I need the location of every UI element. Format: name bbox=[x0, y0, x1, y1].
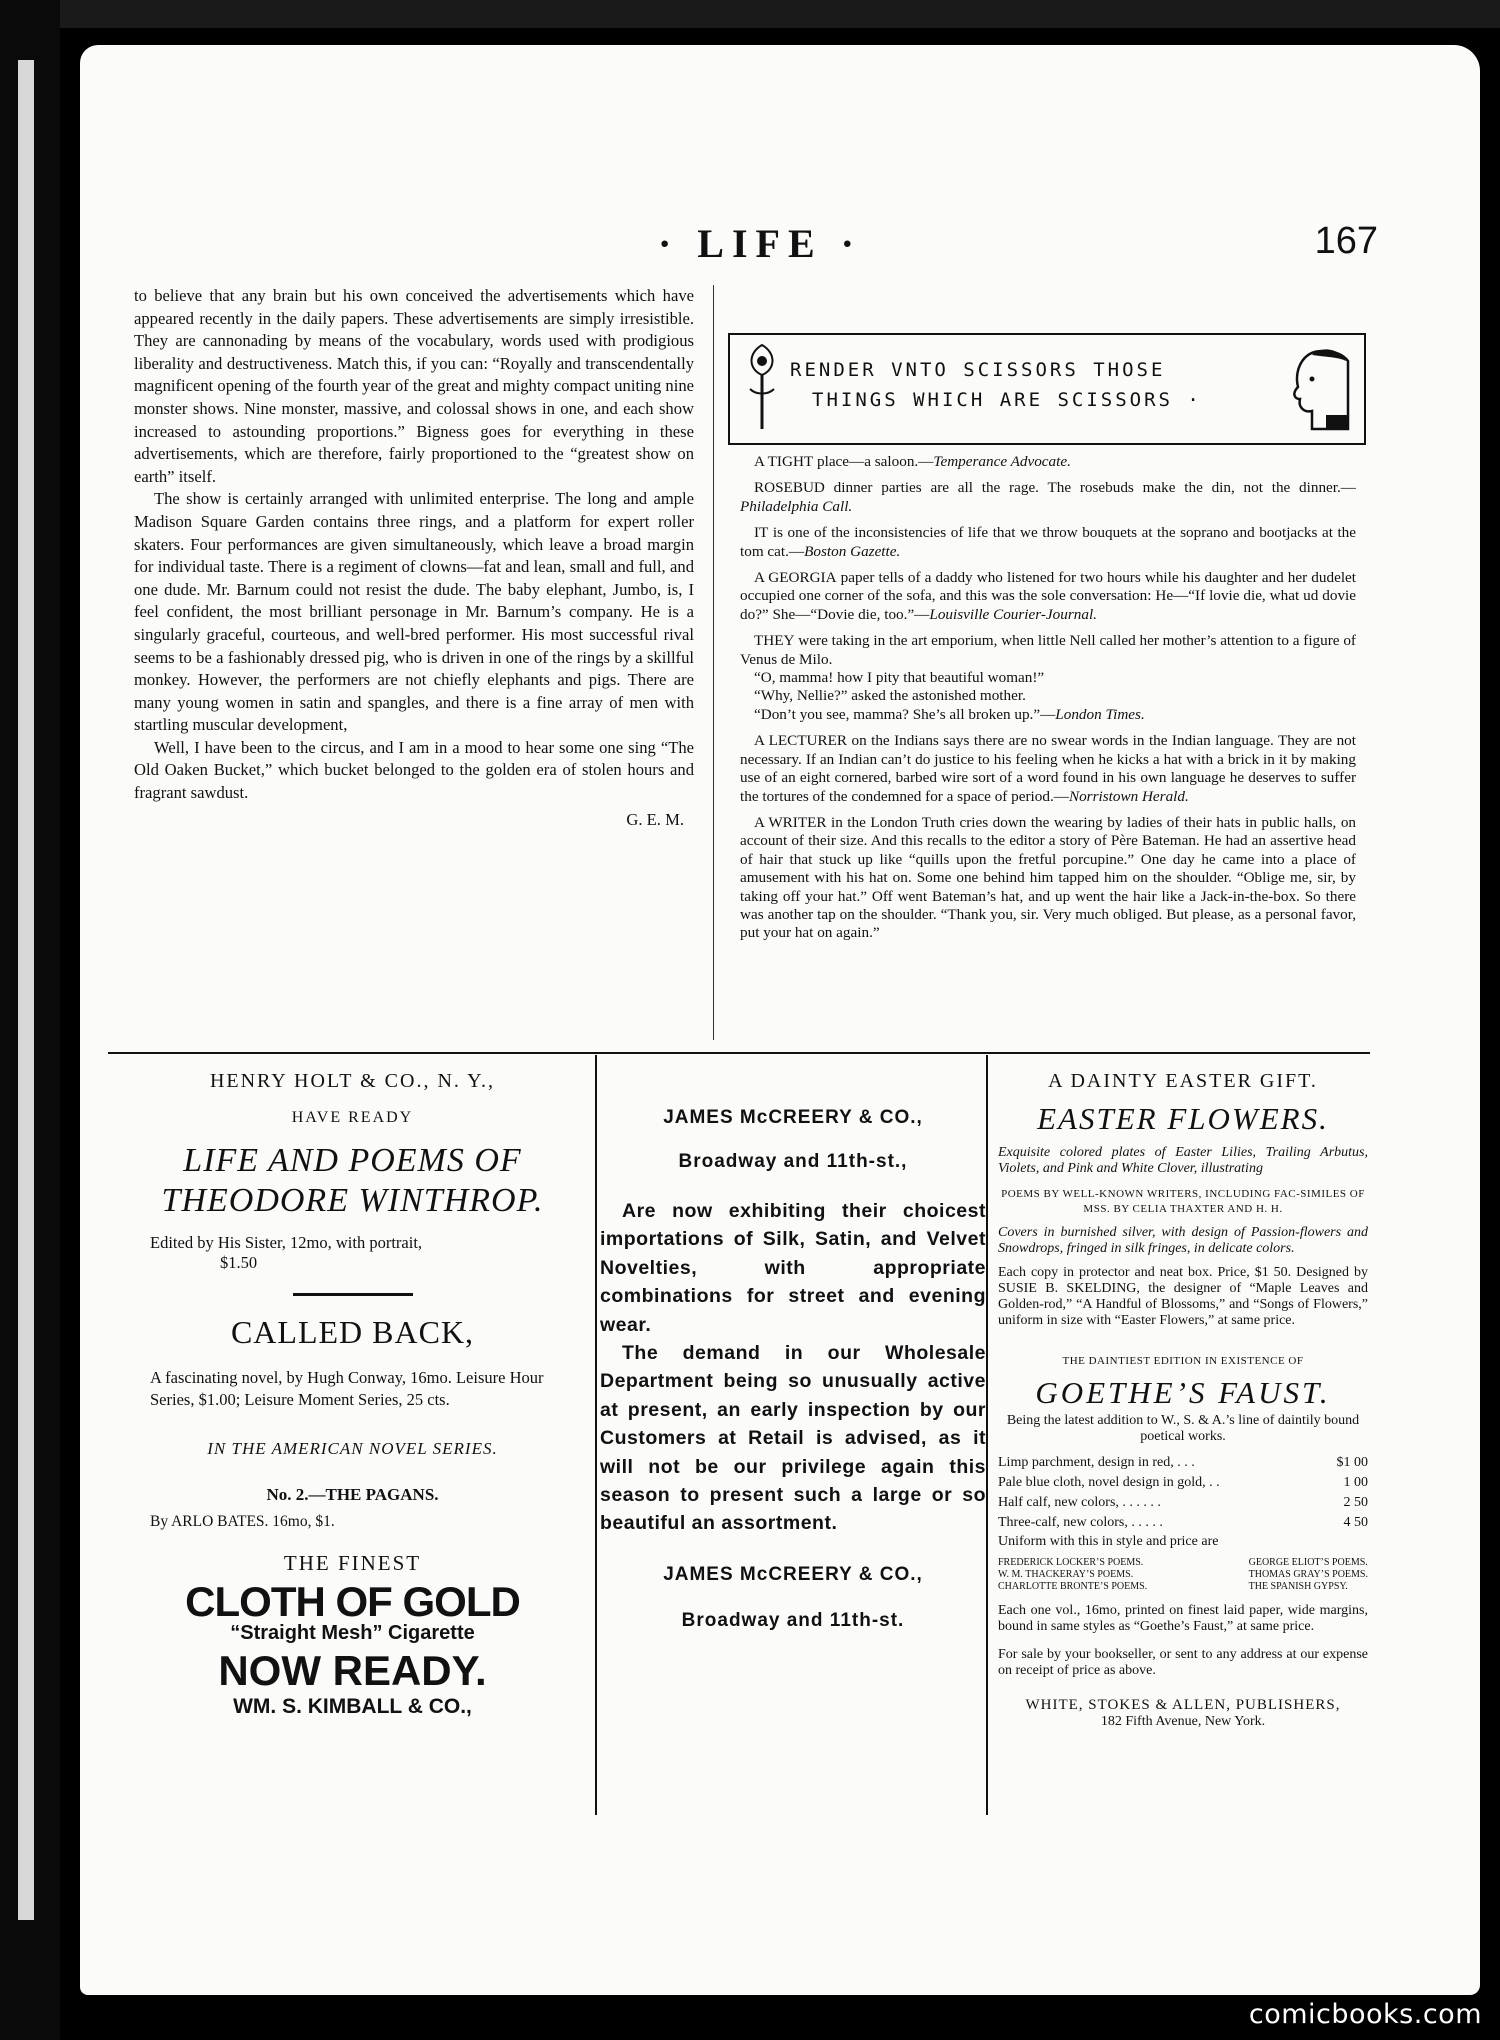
clipping-item bbox=[740, 453, 1356, 471]
editorial-paragraph: The show is certainly arranged with unlimited enterprise. The long and ample Madison Square Garden contains three rings, and a platform for expert roller skaters. Four performances are given simultaneously, which leave a broad margin for individual taste. There is a regiment of clowns—fat and lean, small and full, and one dude. Mr. Barnum could not resist the dude. The baby elephant, Jumbo, is, I feel confident, the most brilliant personage in Mr. Barnum’s company. He is a singularly graceful, courteous, and well-bred performer. His most successful rival seems to be a fashionably dressed pig, who is driven in one of the rings by a skillful monkey. However, the performers are not chiefly elephants and pigs. There are many young women in satin and spangles, and there is a fine array of men with startling muscular development, bbox=[134, 489, 694, 735]
clipping-source: London Times. bbox=[1055, 705, 1145, 723]
clipping-text: in the London Truth cries down the wearing by ladies of their hats in public halls, on account of their size. And this recalls to the editor a story of Père Bateman. He had an assertive head of hair that stuck up like “quills upon the fretful porcupine.” One day he came into a place of amusement with his hat on. Some one behind him tapped him on the shoulder. “Oblige me, sir, by taking off your hat.” Off went Bateman’s hat, and up went the hair like a Jack-in-the-box. So there was another tap on the shoulder. “Thank you, sir. Very much obliged. But please, as a personal favor, put your hat on again.” bbox=[740, 813, 1357, 942]
clipping-item bbox=[740, 706, 1356, 724]
magazine-page bbox=[80, 45, 1480, 1995]
editorial-signature: G. E. M. bbox=[626, 809, 684, 829]
mccreery-address: Broadway and 11th-st. bbox=[681, 1609, 905, 1631]
clipping-text: were taking in the art emporium, when little Nell called her mother’s attention to a figure of Venus de Milo. bbox=[740, 632, 1356, 668]
mccreery-paragraph: The demand in our Wholesale Department being so unusually active at present, an early inspection by our Customers at Retail is advised, as it will not be our privilege again this season to present such a large or so beautiful an assortment. bbox=[600, 1342, 986, 1535]
poet-item: CHARLOTTE BRONTE’S POEMS. bbox=[998, 1581, 1148, 1592]
mccreery-body bbox=[600, 1197, 986, 1538]
clipping-source: Louisville Courier-Journal. bbox=[929, 605, 1097, 623]
for-sale: For sale by your bookseller, or sent to any address at our expense on receipt of price as above. bbox=[998, 1647, 1368, 1678]
called-back-title: CALLED BACK, bbox=[230, 1314, 475, 1350]
ornament-icon bbox=[740, 339, 784, 435]
page-binding-edge bbox=[18, 60, 34, 1920]
clipping-lead: A TIGHT bbox=[754, 453, 814, 470]
book-title: LIFE AND POEMS OF THEODORE WINTHROP. bbox=[161, 1142, 544, 1219]
each-volume: Each one vol., 16mo, printed on finest laid paper, wide margins, bound in same styles as “Goethe’s Faust,” at same price. bbox=[998, 1603, 1368, 1634]
price-list bbox=[998, 1453, 1368, 1533]
editorial-paragraph: to believe that any brain but his own conceived the advertisements which have appeared recently in the daily papers. These advertisements are simply irresistible. They are cannonading by means of the vocabulary, words used with prodigious liberality and destructiveness. Match this, if you can: “Royally and transcendentally magnificent opening of the fourth year of the great and mighty compact uniting nine monster shows. Nine monster, massive, and colossal shows in one, and each show increased to astounding proportions.” Bigness goes for everything in these advertisements, which are therefore, fairly proportioned to the “greatest show on earth” itself. bbox=[134, 286, 694, 486]
clipping-source: Norristown Herald. bbox=[1068, 787, 1189, 805]
easter-poems: POEMS BY WELL-KNOWN WRITERS, INCLUDING FAC-SIMILES OF MSS. BY CELIA THAXTER AND H. H. bbox=[1001, 1188, 1365, 1215]
clipping-text: on the Indians says there are no swear words in the Indian language. They are not necessary. If an Indian can’t do justice to his feeling when he kicks a hat with a brick in it by making use of an eight cornered, barbed wire sort of a word found in his own language he deserves to suffer the tortures of the condemned for a space of period.— bbox=[740, 732, 1356, 805]
mccreery-address: Broadway and 11th-st., bbox=[678, 1151, 908, 1172]
clipping-text: “O, mamma! how I pity that beautiful woman!” bbox=[754, 669, 1045, 687]
kimball-headline: CLOTH OF GOLD bbox=[185, 1578, 520, 1625]
clipping-text: is one of the inconsistencies of life that we throw bouquets at the soprano and bootjacks at the tom cat.— bbox=[740, 524, 1356, 560]
clipping-item bbox=[740, 669, 1356, 687]
kimball-line: “Straight Mesh” Cigarette bbox=[230, 1622, 475, 1644]
poet-item: THE SPANISH GYPSY. bbox=[1248, 1581, 1348, 1592]
clipping-lead: A WRITER bbox=[754, 813, 827, 831]
price-label: Pale blue cloth, novel design in gold, . . bbox=[998, 1475, 1220, 1490]
clipping-item bbox=[740, 814, 1356, 943]
page-header bbox=[80, 220, 1480, 280]
mccreery-paragraph: Are now exhibiting their choicest importations of Silk, Satin, and Velvet Novelties, with appropriate combinations for street and evening wear. bbox=[600, 1200, 986, 1336]
clipping-text: dinner parties are all the rage. The rosebuds make the din, not the dinner.— bbox=[824, 479, 1356, 497]
advert-column-rule bbox=[595, 1055, 597, 1815]
series-heading: IN THE AMERICAN NOVEL SERIES. bbox=[207, 1439, 498, 1458]
editorial-column bbox=[134, 285, 694, 831]
clipping-item bbox=[740, 632, 1356, 669]
profile-head-icon bbox=[1282, 341, 1356, 437]
uniform-note: Uniform with this in style and price are bbox=[998, 1534, 1219, 1549]
banner-line: RENDER VNTO SCISSORS THOSE bbox=[790, 359, 1166, 381]
poet-item: THOMAS GRAY’S POEMS. bbox=[1248, 1569, 1368, 1580]
poet-item: FREDERICK LOCKER’S POEMS. bbox=[998, 1557, 1144, 1568]
price-value: 2 50 bbox=[1343, 1495, 1368, 1510]
poet-item: GEORGE ELIOT’S POEMS. bbox=[1248, 1557, 1368, 1568]
pagans-title: No. 2.—THE PAGANS. bbox=[266, 1485, 439, 1504]
publisher-name: HENRY HOLT & CO., N. Y., bbox=[209, 1070, 496, 1092]
easter-address: 182 Fifth Avenue, New York. bbox=[1100, 1714, 1266, 1729]
clipping-item bbox=[740, 732, 1356, 806]
advert-mccreery bbox=[600, 1107, 986, 1632]
price-row bbox=[998, 1513, 1368, 1533]
advert-henry-holt bbox=[120, 1070, 585, 1719]
clippings-column bbox=[740, 453, 1356, 951]
pagans-description: By ARLO BATES. 16mo, $1. bbox=[150, 1513, 335, 1530]
site-watermark: comicbooks.com bbox=[1248, 1999, 1482, 2030]
mccreery-heading: JAMES McCREERY & CO., bbox=[663, 1563, 923, 1585]
easter-gift: A DAINTY EASTER GIFT. bbox=[1048, 1070, 1318, 1092]
poet-item: W. M. THACKERAY’S POEMS. bbox=[998, 1569, 1134, 1580]
poets-left bbox=[998, 1557, 1147, 1593]
faust-description: Being the latest addition to W., S. & A.’s line of daintily bound poetical works. bbox=[1006, 1413, 1360, 1444]
kimball-line: THE FINEST bbox=[283, 1551, 422, 1575]
clipping-source: Philadelphia Call. bbox=[740, 497, 853, 515]
clipping-text: “Don’t you see, mamma? She’s all broken up.”— bbox=[754, 705, 1056, 723]
easter-publisher: WHITE, STOKES & ALLEN, PUBLISHERS, bbox=[1025, 1697, 1341, 1713]
clipping-text: paper tells of a daddy who listened for two hours while his daughter and her dudelet occupied one corner of the sofa, and this was the sole conversation: He—“If lovie die, what ud dovie do?” She—“Dovie die, too.”— bbox=[740, 569, 1356, 623]
clipping-source: Temperance Advocate. bbox=[933, 453, 1071, 470]
have-ready: HAVE READY bbox=[291, 1109, 414, 1126]
easter-covers: Covers in burnished silver, with design of Passion-flowers and Snowdrops, fringed in silk fringes, in delicate colors. bbox=[998, 1225, 1368, 1256]
kimball-company: WM. S. KIMBALL & CO., bbox=[233, 1695, 472, 1718]
called-back-description: A fascinating novel, by Hugh Conway, 16mo. Leisure Hour Series, $1.00; Leisure Moment Series, 25 cts. bbox=[150, 1368, 544, 1409]
faust-title: GOETHE’S FAUST. bbox=[1035, 1375, 1331, 1410]
poets-right bbox=[1249, 1557, 1368, 1593]
price-label: Limp parchment, design in red, . . . bbox=[998, 1455, 1195, 1470]
daintiest-edition: THE DAINTIEST EDITION IN EXISTENCE OF bbox=[1062, 1355, 1304, 1367]
mccreery-heading: JAMES McCREERY & CO., bbox=[663, 1107, 923, 1128]
advert-rule bbox=[293, 1293, 413, 1296]
easter-title: EASTER FLOWERS. bbox=[1037, 1101, 1329, 1136]
easter-copy: Each copy in protector and neat box. Price, $1 50. Designed by SUSIE B. SKELDING, the designer of “Maple Leaves and Golden-rod,” “A Handful of Blossoms,” and “Songs of Flowers,” uniform in size with “Easter Flowers,” at same price. bbox=[998, 1265, 1368, 1328]
price-row bbox=[998, 1453, 1368, 1473]
scan-top-edge bbox=[0, 0, 1500, 28]
clipping-lead: IT bbox=[754, 524, 769, 542]
price-row bbox=[998, 1473, 1368, 1493]
clipping-text: “Why, Nellie?” asked the astonished mother. bbox=[754, 687, 1026, 705]
price-row bbox=[998, 1493, 1368, 1513]
clipping-item bbox=[740, 524, 1356, 561]
banner-line: THINGS WHICH ARE SCISSORS · bbox=[812, 389, 1202, 411]
column-divider bbox=[713, 285, 714, 1040]
advert-kimball bbox=[120, 1551, 585, 1719]
clipping-item bbox=[740, 687, 1356, 705]
book-price: $1.50 bbox=[220, 1253, 258, 1272]
clipping-source: Boston Gazette. bbox=[804, 542, 901, 560]
kimball-headline: NOW READY. bbox=[218, 1647, 487, 1694]
price-value: 4 50 bbox=[1343, 1515, 1368, 1530]
clipping-text: place—a saloon.— bbox=[813, 453, 934, 470]
price-label: Three-calf, new colors, . . . . . bbox=[998, 1515, 1163, 1530]
clipping-item bbox=[740, 569, 1356, 624]
poets-list bbox=[998, 1557, 1368, 1593]
page-number: 167 bbox=[1314, 220, 1378, 262]
banner-text bbox=[790, 355, 1230, 415]
scan-left-edge bbox=[0, 0, 60, 2040]
price-label: Half calf, new colors, . . . . . . bbox=[998, 1495, 1161, 1510]
clipping-lead: THEY bbox=[754, 632, 795, 650]
clipping-item bbox=[740, 479, 1356, 516]
clipping-lead: ROSEBUD bbox=[754, 479, 825, 497]
scissors-banner bbox=[728, 333, 1366, 445]
advert-divider bbox=[108, 1052, 1370, 1054]
book-description: Edited by His Sister, 12mo, with portrait, bbox=[150, 1233, 423, 1252]
advert-column-rule bbox=[986, 1055, 988, 1815]
clipping-lead: A GEORGIA bbox=[754, 569, 837, 587]
magazine-title: · LIFE · bbox=[657, 221, 863, 266]
advert-easter-flowers bbox=[998, 1070, 1368, 1730]
price-value: 1 00 bbox=[1343, 1475, 1368, 1490]
clipping-lead: A LECTURER bbox=[754, 732, 848, 750]
editorial-paragraph: Well, I have been to the circus, and I am in a mood to hear some one sing “The Old Oaken Bucket,” which bucket belonged to the golden era of stolen hours and fragrant sawdust. bbox=[134, 737, 694, 803]
price-value: $1 00 bbox=[1336, 1455, 1368, 1470]
easter-plates: Exquisite colored plates of Easter Lilies, Trailing Arbutus, Violets, and Pink and White Clover, illustrating bbox=[998, 1145, 1368, 1176]
